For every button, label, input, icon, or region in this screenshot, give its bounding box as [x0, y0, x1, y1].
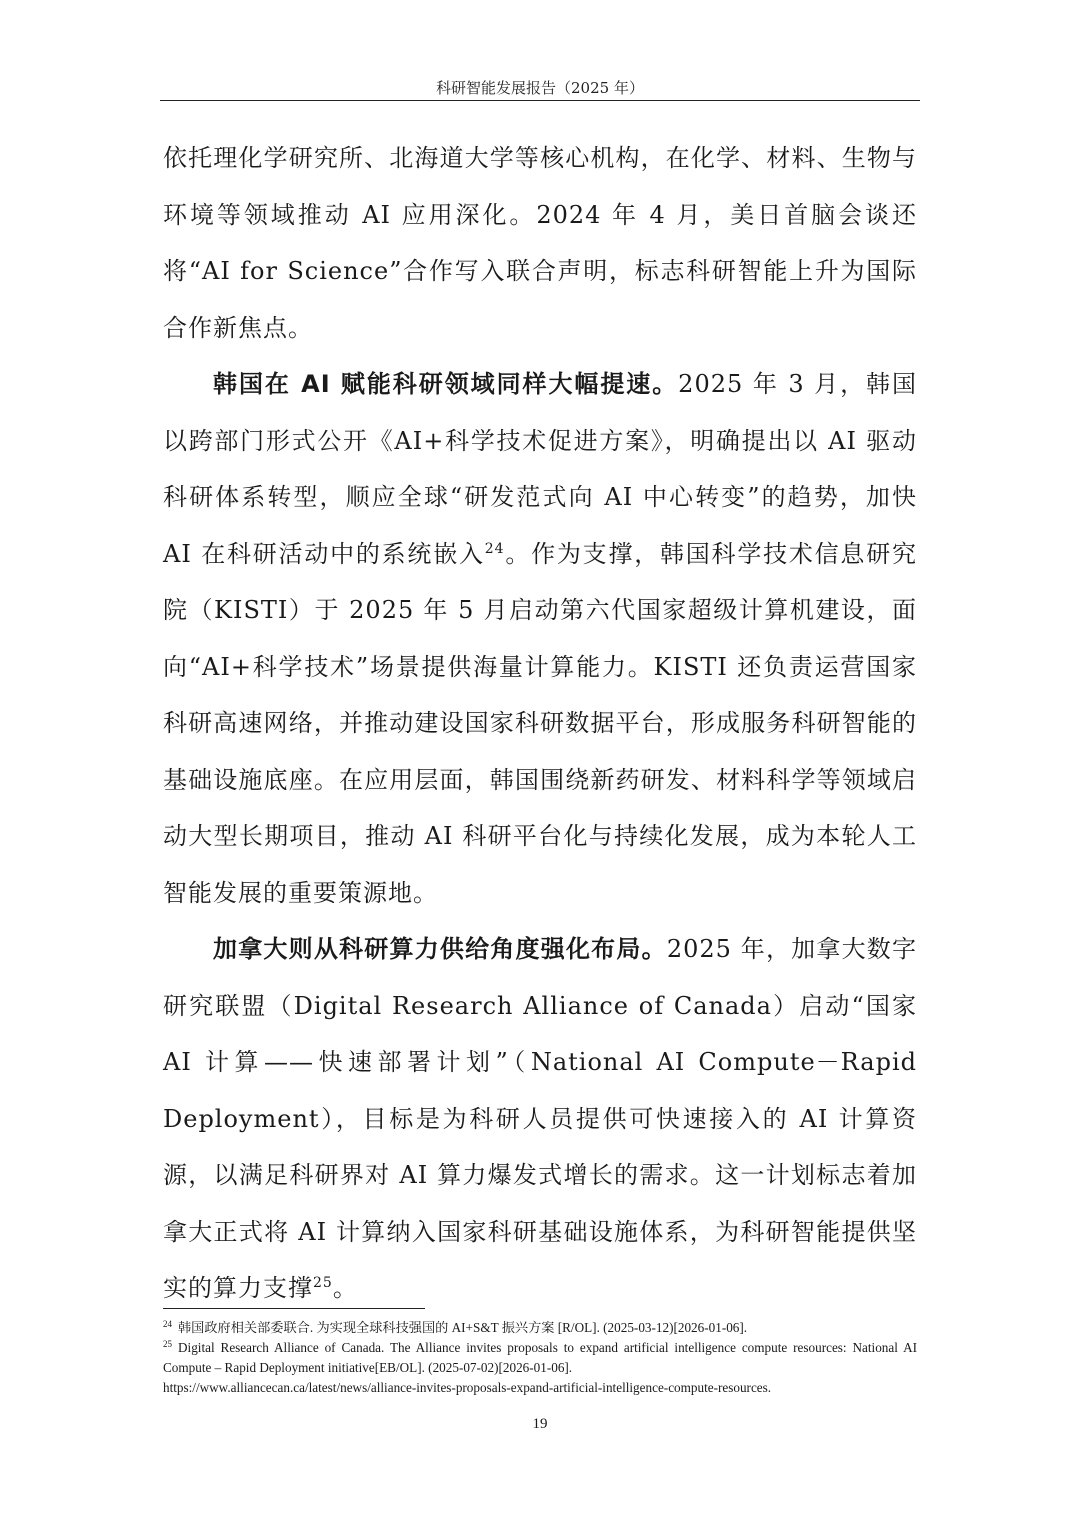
- paragraph-text: 。作为支撑，韩国科学技术信息研究院（KISTI）于 2025 年 5 月启动第六代国家超级计算机建设，面向“AI+科学技术”场景提供海量计算能力。KISTI 还负责运营国家科研高速网络，并推动建设国家科研数据平台，形成服务科研智能的基础设施底座。在应用层面，韩国围绕新药研发、材料科学等领域启动大型长期项目，推动 AI 科研平台化与持续化发展，成为本轮人工智能发展的重要策源地。: [163, 539, 917, 907]
- footnote-number: 25: [163, 1338, 172, 1349]
- footnote-text: Digital Research Alliance of Canada. The Alliance invites proposals to expand artificial intelligence compute resources: National AI Compute – Rapid Deployment initiative[EB/OL]. (2025-07-02)[2026-01-06].: [163, 1340, 917, 1375]
- footnote: [163, 1338, 917, 1398]
- running-header: 科研智能发展报告（2025 年）: [436, 79, 644, 97]
- paragraph-text: 依托理化学研究所、北海道大学等核心机构，在化学、材料、生物与环境等领域推动 AI 应用深化。2024 年 4 月，美日首脑会谈还将“AI for Science”合作写入联合声明，标志科研智能上升为国际合作新焦点。: [163, 144, 917, 342]
- page-number: 19: [532, 1416, 548, 1432]
- paragraph: [163, 921, 917, 1317]
- footnote-text: 韩国政府相关部委联合. 为实现全球科技强国的 AI+S&T 振兴方案 [R/OL]. (2025-03-12)[2026-01-06].: [178, 1320, 748, 1335]
- paragraph-lead-sentence: 加拿大则从科研算力供给角度强化布局。: [213, 935, 667, 963]
- paragraph-lead-sentence: 韩国在 AI 赋能科研领域同样大幅提速。: [213, 370, 679, 398]
- footnote-rule: [163, 1308, 425, 1309]
- footnote-number: 24: [163, 1318, 172, 1329]
- paragraph: [163, 130, 917, 356]
- footnote-url-link[interactable]: https://www.alliancecan.ca/latest/news/alliance-invites-proposals-expand-artificial-intelligence-compute-resources.: [163, 1380, 772, 1395]
- header-rule: [160, 100, 920, 101]
- body-text: [163, 130, 917, 1317]
- footnote-reference[interactable]: 24: [484, 540, 505, 557]
- paragraph-text: 2025 年 3 月，韩国以跨部门形式公开《AI+科学技术促进方案》，明确提出以 AI 驱动科研体系转型，顺应全球“研发范式向 AI 中心转变”的趋势，加快 AI 在科研活动中的系统嵌入: [163, 370, 917, 568]
- paragraph-text: 2025 年，加拿大数字研究联盟（Digital Research Alliance of Canada）启动“国家 AI 计算——快速部署计划”（National AI Compute－Rapid Deployment），目标是为科研人员提供可快速接入的 AI 计算资源，以满足科研界对 AI 算力爆发式增长的需求。这一计划标志着加拿大正式将 AI 计算纳入国家科研基础设施体系，为科研智能提供坚实的算力支撑: [163, 935, 917, 1302]
- paragraph-text: 。: [332, 1274, 358, 1302]
- footnote: [163, 1318, 917, 1338]
- footnotes: [163, 1318, 917, 1398]
- paragraph: [163, 356, 917, 921]
- footnote-reference[interactable]: 25: [313, 1275, 333, 1291]
